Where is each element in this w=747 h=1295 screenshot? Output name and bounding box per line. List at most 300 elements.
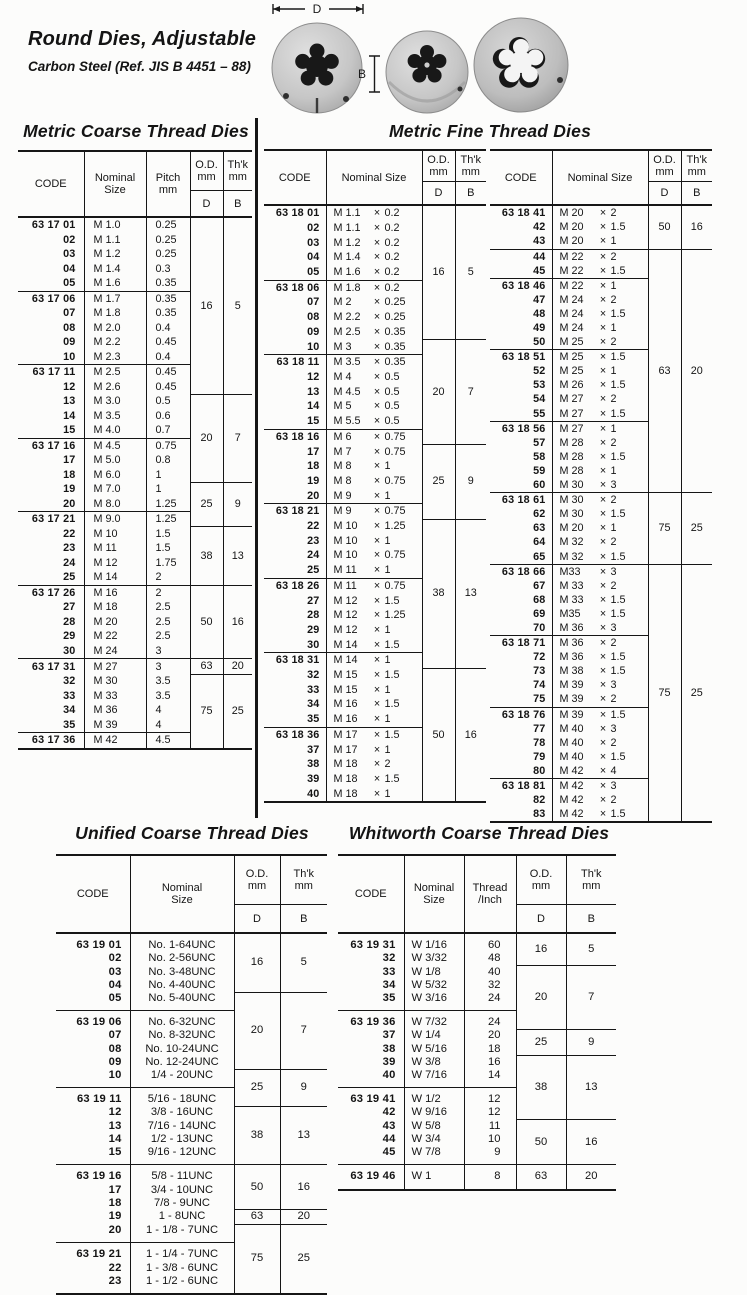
od-cell: 38 xyxy=(422,519,455,668)
code-cell: 17 xyxy=(63,454,76,467)
size-cell: M 32 × 2 xyxy=(552,535,648,549)
tpi-cell: 8 xyxy=(464,1165,516,1190)
od-cell: 63 xyxy=(516,1165,566,1190)
pitch-cell: 0.4 xyxy=(146,350,190,365)
table-row xyxy=(18,585,252,600)
col-header-code: CODE xyxy=(56,855,130,933)
code-cell: 30 xyxy=(63,644,76,657)
col-header-d: D xyxy=(516,905,566,934)
size-cell: M 25 × 1.5 xyxy=(552,350,648,365)
thk-cell: 16 xyxy=(566,1120,616,1165)
tpi-cell: 9 xyxy=(464,1146,516,1165)
metric-coarse-heading: Metric Coarse Thread Dies xyxy=(23,121,249,141)
table-row xyxy=(56,992,327,1011)
size-cell: 1/2 - 13UNC xyxy=(130,1133,234,1146)
code-cell: 63 18 06 xyxy=(264,280,326,295)
pitch-cell: 1 xyxy=(146,482,190,497)
od-cell: 16 xyxy=(234,933,280,992)
size-cell: M 33 × 1.5 xyxy=(552,593,648,607)
size-cell: M 10 xyxy=(84,527,146,542)
size-cell: M 16 xyxy=(84,585,146,600)
code-cell: 19 xyxy=(108,1210,122,1223)
unified-table xyxy=(56,854,328,1295)
size-cell: W 1 xyxy=(404,1165,464,1190)
code-cell: 38 xyxy=(382,1042,396,1055)
size-cell: M 1.2 × 0.2 xyxy=(326,236,422,251)
size-cell: M 9 × 1 xyxy=(326,489,422,504)
die-split-slot xyxy=(316,98,318,113)
code-cell: 45 xyxy=(533,264,546,277)
size-cell: M 25 × 1 xyxy=(552,364,648,378)
die-screw-dot xyxy=(283,93,289,99)
size-cell: M 1.2 xyxy=(84,247,146,262)
metric-coarse-section xyxy=(18,122,254,750)
code-cell: 63 18 01 xyxy=(275,207,320,220)
size-cell: M 1.1 × 0.2 xyxy=(326,205,422,221)
pitch-cell: 0.35 xyxy=(146,306,190,321)
table-row xyxy=(490,205,712,220)
thk-cell: 16 xyxy=(223,585,252,659)
size-cell: M 16 × 1 xyxy=(326,712,422,727)
size-cell: M 40 × 1.5 xyxy=(552,750,648,764)
code-cell: 43 xyxy=(382,1119,396,1132)
size-cell: M 36 xyxy=(84,703,146,718)
table-row xyxy=(338,1056,616,1069)
code-cell: 34 xyxy=(307,698,320,711)
size-cell: No. 6-32UNC xyxy=(130,1011,234,1030)
size-cell: M 40 × 2 xyxy=(552,736,648,750)
od-cell: 75 xyxy=(648,493,681,564)
code-cell: 55 xyxy=(533,407,546,420)
size-cell: W 3/4 xyxy=(404,1133,464,1146)
size-cell: M 18 × 2 xyxy=(326,757,422,772)
size-cell: M 2.2 xyxy=(84,335,146,350)
die-screw-dot xyxy=(458,87,463,92)
code-cell: 09 xyxy=(108,1055,122,1068)
size-cell: M 18 × 1 xyxy=(326,787,422,803)
code-cell: 17 xyxy=(307,445,320,458)
pitch-cell: 2.5 xyxy=(146,629,190,644)
code-cell: 63 18 81 xyxy=(490,779,552,794)
size-cell: M 12 xyxy=(84,556,146,571)
size-cell: M 30 × 3 xyxy=(552,478,648,493)
code-cell: 47 xyxy=(533,293,546,306)
code-cell: 25 xyxy=(307,564,320,577)
code-cell: 24 xyxy=(307,549,320,562)
code-cell: 63 19 41 xyxy=(338,1088,404,1107)
col-header-nominal: Nominal Size xyxy=(84,151,146,217)
code-cell: 28 xyxy=(307,609,320,622)
size-cell: M 10 × 1.25 xyxy=(326,519,422,534)
code-cell: 04 xyxy=(307,251,320,264)
size-cell: No. 10-24UNC xyxy=(130,1043,234,1056)
thk-cell: 16 xyxy=(681,205,712,249)
pitch-cell: 0.25 xyxy=(146,233,190,248)
size-cell: M 5.5 × 0.5 xyxy=(326,414,422,429)
thk-cell: 13 xyxy=(223,527,252,586)
pitch-cell: 2 xyxy=(146,570,190,585)
table-row xyxy=(338,1165,616,1190)
size-cell: M 1.1 xyxy=(84,233,146,248)
code-cell: 58 xyxy=(533,450,546,463)
code-cell: 75 xyxy=(533,693,546,706)
size-cell: M 26 × 1.5 xyxy=(552,378,648,392)
code-cell: 52 xyxy=(533,365,546,378)
code-cell: 18 xyxy=(63,468,76,481)
pitch-cell: 0.5 xyxy=(146,394,190,409)
code-cell: 25 xyxy=(63,571,76,584)
thk-cell: 7 xyxy=(280,992,327,1069)
col-header-nominal: Nominal Size xyxy=(130,855,234,933)
size-cell: M 12 × 1 xyxy=(326,623,422,638)
od-cell: 63 xyxy=(190,659,223,675)
code-cell: 63 19 11 xyxy=(56,1088,130,1107)
die-photo-3 xyxy=(474,18,568,112)
pitch-cell: 0.8 xyxy=(146,453,190,468)
size-cell: M 20 xyxy=(84,615,146,630)
size-cell: M 4.0 xyxy=(84,423,146,438)
od-cell: 20 xyxy=(190,394,223,482)
whitworth-table xyxy=(338,854,620,1190)
tpi-cell: 24 xyxy=(464,1011,516,1030)
size-cell: W 7/32 xyxy=(404,1011,464,1030)
table-row xyxy=(264,519,486,534)
pitch-cell: 3 xyxy=(146,659,190,675)
page-subtitle: Carbon Steel (Ref. JIS B 4451 – 88) xyxy=(28,59,251,74)
code-cell: 20 xyxy=(307,489,320,502)
size-cell: W 3/16 xyxy=(404,992,464,1011)
size-cell: 1 - 3/8 - 6UNC xyxy=(130,1262,234,1275)
size-cell: M 12 × 1.25 xyxy=(326,608,422,623)
code-cell: 24 xyxy=(63,556,76,569)
code-cell: 13 xyxy=(108,1119,122,1132)
col-header-od: O.D. mm xyxy=(516,855,566,905)
code-cell: 63 19 31 xyxy=(350,939,396,952)
table-row xyxy=(56,1069,327,1088)
dimension-b-label: B xyxy=(357,67,366,81)
code-cell: 34 xyxy=(382,978,396,991)
size-cell: 3/8 - 16UNC xyxy=(130,1106,234,1119)
code-cell: 38 xyxy=(307,758,320,771)
od-cell: 63 xyxy=(234,1210,280,1224)
size-cell: M 36 × 1.5 xyxy=(552,650,648,664)
thk-cell: 20 xyxy=(280,1210,327,1224)
col-header-code: CODE xyxy=(264,150,326,205)
uw-uc-grid xyxy=(56,854,327,1295)
code-cell: 10 xyxy=(307,340,320,353)
code-cell: 37 xyxy=(382,1029,396,1042)
dimension-d-label: D xyxy=(312,2,322,16)
size-cell: M 42 × 1.5 xyxy=(552,807,648,822)
code-cell: 43 xyxy=(533,235,546,248)
pitch-cell: 1.25 xyxy=(146,512,190,527)
size-cell: W 1/8 xyxy=(404,966,464,979)
size-cell: M 8 × 0.75 xyxy=(326,474,422,489)
code-cell: 40 xyxy=(382,1069,396,1082)
size-cell: 5/16 - 18UNC xyxy=(130,1088,234,1107)
code-cell: 18 xyxy=(108,1196,122,1209)
size-cell: M 12 × 1.5 xyxy=(326,594,422,609)
size-cell: M 8 × 1 xyxy=(326,459,422,474)
size-cell: M 18 × 1.5 xyxy=(326,772,422,787)
size-cell: M 18 xyxy=(84,600,146,615)
code-cell: 27 xyxy=(63,601,76,614)
od-cell: 38 xyxy=(190,527,223,586)
size-cell: W 5/16 xyxy=(404,1043,464,1056)
size-cell: M 17 × 1.5 xyxy=(326,727,422,742)
size-cell: M 36 × 3 xyxy=(552,621,648,636)
od-cell: 20 xyxy=(516,966,566,1030)
col-header-b: B xyxy=(566,905,616,934)
pitch-cell: 1.5 xyxy=(146,541,190,556)
pitch-cell: 2.5 xyxy=(146,600,190,615)
thk-cell: 9 xyxy=(566,1029,616,1055)
table-row xyxy=(264,205,486,221)
size-cell: 9/16 - 12UNC xyxy=(130,1146,234,1165)
code-cell: 63 18 71 xyxy=(490,636,552,651)
od-cell: 50 xyxy=(516,1120,566,1165)
table-row xyxy=(490,564,712,579)
thk-cell: 20 xyxy=(566,1165,616,1190)
code-cell: 32 xyxy=(307,669,320,682)
tpi-cell: 12 xyxy=(464,1088,516,1107)
code-cell: 18 xyxy=(307,460,320,473)
code-cell: 08 xyxy=(63,321,76,334)
thk-cell: 7 xyxy=(223,394,252,482)
code-cell: 42 xyxy=(382,1106,396,1119)
code-cell: 17 xyxy=(108,1183,122,1196)
pitch-cell: 0.3 xyxy=(146,262,190,277)
size-cell: M 28 × 1.5 xyxy=(552,450,648,464)
code-cell: 63 19 01 xyxy=(76,939,122,952)
code-cell: 63 18 61 xyxy=(490,493,552,508)
code-cell: 19 xyxy=(63,483,76,496)
size-cell: W 1/4 xyxy=(404,1029,464,1042)
od-cell: 50 xyxy=(234,1165,280,1210)
size-cell: No. 5-40UNC xyxy=(130,992,234,1011)
table-row xyxy=(264,668,486,683)
size-cell: W 3/32 xyxy=(404,952,464,965)
size-cell: M 22 × 1.5 xyxy=(552,264,648,279)
pitch-cell: 0.4 xyxy=(146,321,190,336)
thk-cell: 25 xyxy=(223,674,252,749)
size-cell: M 9.0 xyxy=(84,512,146,527)
col-header-pitch: Pitch mm xyxy=(146,151,190,217)
code-cell: 63 18 56 xyxy=(490,421,552,436)
code-cell: 63 18 16 xyxy=(264,429,326,444)
size-cell: M 27 × 1 xyxy=(552,421,648,436)
col-header-thk: Th'k mm xyxy=(280,855,327,905)
table-row xyxy=(18,217,252,233)
col-header-thk: Th'k mm xyxy=(455,150,486,182)
col-header-thk: Th'k mm xyxy=(223,151,252,191)
tpi-cell: 40 xyxy=(464,966,516,979)
size-cell: M 1.7 xyxy=(84,291,146,306)
size-cell: M 3 × 0.35 xyxy=(326,340,422,355)
od-cell: 63 xyxy=(648,249,681,493)
thk-cell: 5 xyxy=(280,933,327,992)
size-cell: M 11 × 0.75 xyxy=(326,578,422,593)
od-cell: 50 xyxy=(648,205,681,249)
size-cell: M 28 × 1 xyxy=(552,464,648,478)
size-cell: W 9/16 xyxy=(404,1106,464,1119)
code-cell: 49 xyxy=(533,322,546,334)
col-header-b: B xyxy=(455,182,486,206)
table-row xyxy=(56,1210,327,1224)
code-cell: 65 xyxy=(533,550,546,563)
code-cell: 63 19 21 xyxy=(56,1243,130,1262)
code-cell: 63 17 36 xyxy=(18,733,84,749)
code-cell: 63 18 26 xyxy=(264,578,326,593)
code-cell: 79 xyxy=(533,750,546,763)
round-dies-photo xyxy=(263,2,571,120)
code-cell: 69 xyxy=(533,607,546,620)
table-row xyxy=(18,659,252,675)
size-cell: M 4.5 xyxy=(84,438,146,453)
size-cell: M 39 × 2 xyxy=(552,692,648,707)
size-cell: W 3/8 xyxy=(404,1056,464,1069)
size-cell: M 3.5 × 0.35 xyxy=(326,355,422,370)
od-cell: 75 xyxy=(234,1224,280,1294)
col-header-d: D xyxy=(422,182,455,206)
code-cell: 12 xyxy=(63,380,76,393)
pitch-cell: 1.75 xyxy=(146,556,190,571)
code-cell: 57 xyxy=(533,436,546,449)
code-cell: 63 17 06 xyxy=(18,291,84,306)
code-cell: 05 xyxy=(108,992,122,1005)
thk-cell: 20 xyxy=(681,249,712,493)
code-cell: 03 xyxy=(63,248,76,261)
code-cell: 34 xyxy=(63,704,76,717)
size-cell: No. 2-56UNC xyxy=(130,952,234,965)
code-cell: 63 18 36 xyxy=(264,727,326,742)
col-header-code: CODE xyxy=(490,150,552,205)
uw-ww-grid xyxy=(338,854,616,1190)
col-header-b: B xyxy=(223,191,252,218)
code-cell: 02 xyxy=(307,221,320,234)
size-cell: M 14 xyxy=(84,570,146,585)
size-cell: M 20 × 1 xyxy=(552,234,648,249)
code-cell: 63 xyxy=(533,522,546,535)
table-row xyxy=(18,527,252,542)
col-header-od: O.D. mm xyxy=(190,151,223,191)
size-cell: M 30 xyxy=(84,674,146,689)
code-cell: 23 xyxy=(63,542,76,555)
size-cell: M 30 × 2 xyxy=(552,493,648,508)
pitch-cell: 0.6 xyxy=(146,409,190,424)
size-cell: M 24 × 2 xyxy=(552,293,648,307)
size-cell: M 33 × 2 xyxy=(552,579,648,593)
size-cell: M 1.8 xyxy=(84,306,146,321)
thk-cell: 16 xyxy=(280,1165,327,1210)
code-cell: 63 17 21 xyxy=(18,512,84,527)
code-cell: 77 xyxy=(533,722,546,735)
size-cell: M 33 xyxy=(84,689,146,704)
die-photo-2 xyxy=(386,31,468,113)
size-cell: M 2.0 xyxy=(84,321,146,336)
code-cell: 63 19 16 xyxy=(56,1165,130,1184)
size-cell: M 1.8 × 0.2 xyxy=(326,280,422,295)
size-cell: M 27 × 2 xyxy=(552,392,648,406)
code-cell: 42 xyxy=(533,221,546,234)
code-cell: 09 xyxy=(307,325,320,338)
tpi-cell: 24 xyxy=(464,992,516,1011)
code-cell: 54 xyxy=(533,393,546,406)
thk-cell: 13 xyxy=(280,1106,327,1164)
od-cell: 50 xyxy=(190,585,223,659)
code-cell: 50 xyxy=(533,336,546,349)
size-cell: 5/8 - 11UNC xyxy=(130,1165,234,1184)
table-row xyxy=(338,1120,616,1133)
table-row xyxy=(56,933,327,952)
whitworth-heading: Whitworth Coarse Thread Dies xyxy=(348,823,610,843)
code-cell: 02 xyxy=(63,233,76,246)
metric-fine-heading: Metric Fine Thread Dies xyxy=(388,121,591,141)
code-cell: 19 xyxy=(307,474,320,487)
size-cell: M 2.5 × 0.35 xyxy=(326,325,422,340)
od-cell: 25 xyxy=(190,482,223,527)
table-row xyxy=(18,674,252,689)
tpi-cell: 18 xyxy=(464,1043,516,1056)
code-cell: 13 xyxy=(307,385,320,398)
code-cell: 35 xyxy=(63,718,76,731)
table-row xyxy=(56,1165,327,1184)
code-cell: 07 xyxy=(63,307,76,320)
table-row xyxy=(56,1106,327,1119)
code-cell: 23 xyxy=(108,1274,122,1287)
code-cell: 63 18 21 xyxy=(264,504,326,519)
pitch-cell: 1 xyxy=(146,468,190,483)
thk-cell: 9 xyxy=(280,1069,327,1106)
size-cell: M 5 × 0.5 xyxy=(326,399,422,414)
size-cell: M 20 × 1.5 xyxy=(552,220,648,234)
size-cell: M 42 × 3 xyxy=(552,779,648,794)
size-cell: M 3.5 xyxy=(84,409,146,424)
tpi-cell: 10 xyxy=(464,1133,516,1146)
size-cell: M 39 xyxy=(84,718,146,733)
pitch-cell: 1.25 xyxy=(146,497,190,512)
size-cell: M 2.3 xyxy=(84,350,146,365)
size-cell: 1 - 1/4 - 7UNC xyxy=(130,1243,234,1262)
pitch-cell: 0.25 xyxy=(146,217,190,233)
size-cell: No. 3-48UNC xyxy=(130,966,234,979)
size-cell: M 16 × 1.5 xyxy=(326,697,422,712)
size-cell: M 9 × 0.75 xyxy=(326,504,422,519)
size-cell: No. 1-64UNC xyxy=(130,933,234,952)
code-cell: 83 xyxy=(533,808,546,821)
pitch-cell: 0.45 xyxy=(146,335,190,350)
od-cell: 20 xyxy=(234,992,280,1069)
code-cell: 05 xyxy=(63,277,76,290)
size-cell: M 24 × 1.5 xyxy=(552,307,648,321)
table-row xyxy=(18,394,252,409)
code-cell: 13 xyxy=(63,395,76,408)
code-cell: 63 17 31 xyxy=(18,659,84,675)
code-cell: 07 xyxy=(307,296,320,309)
code-cell: 12 xyxy=(307,370,320,383)
code-cell: 22 xyxy=(108,1261,122,1274)
page-title: Round Dies, Adjustable xyxy=(28,28,257,50)
size-cell: M 2.2 × 0.25 xyxy=(326,310,422,325)
code-cell: 62 xyxy=(533,508,546,521)
col-header-d: D xyxy=(648,182,681,206)
code-cell: 30 xyxy=(307,638,320,651)
thk-cell: 9 xyxy=(455,445,486,520)
metric-fine-table-left xyxy=(264,149,486,803)
code-cell: 74 xyxy=(533,679,546,692)
code-cell: 67 xyxy=(533,579,546,592)
table-row xyxy=(264,445,486,460)
